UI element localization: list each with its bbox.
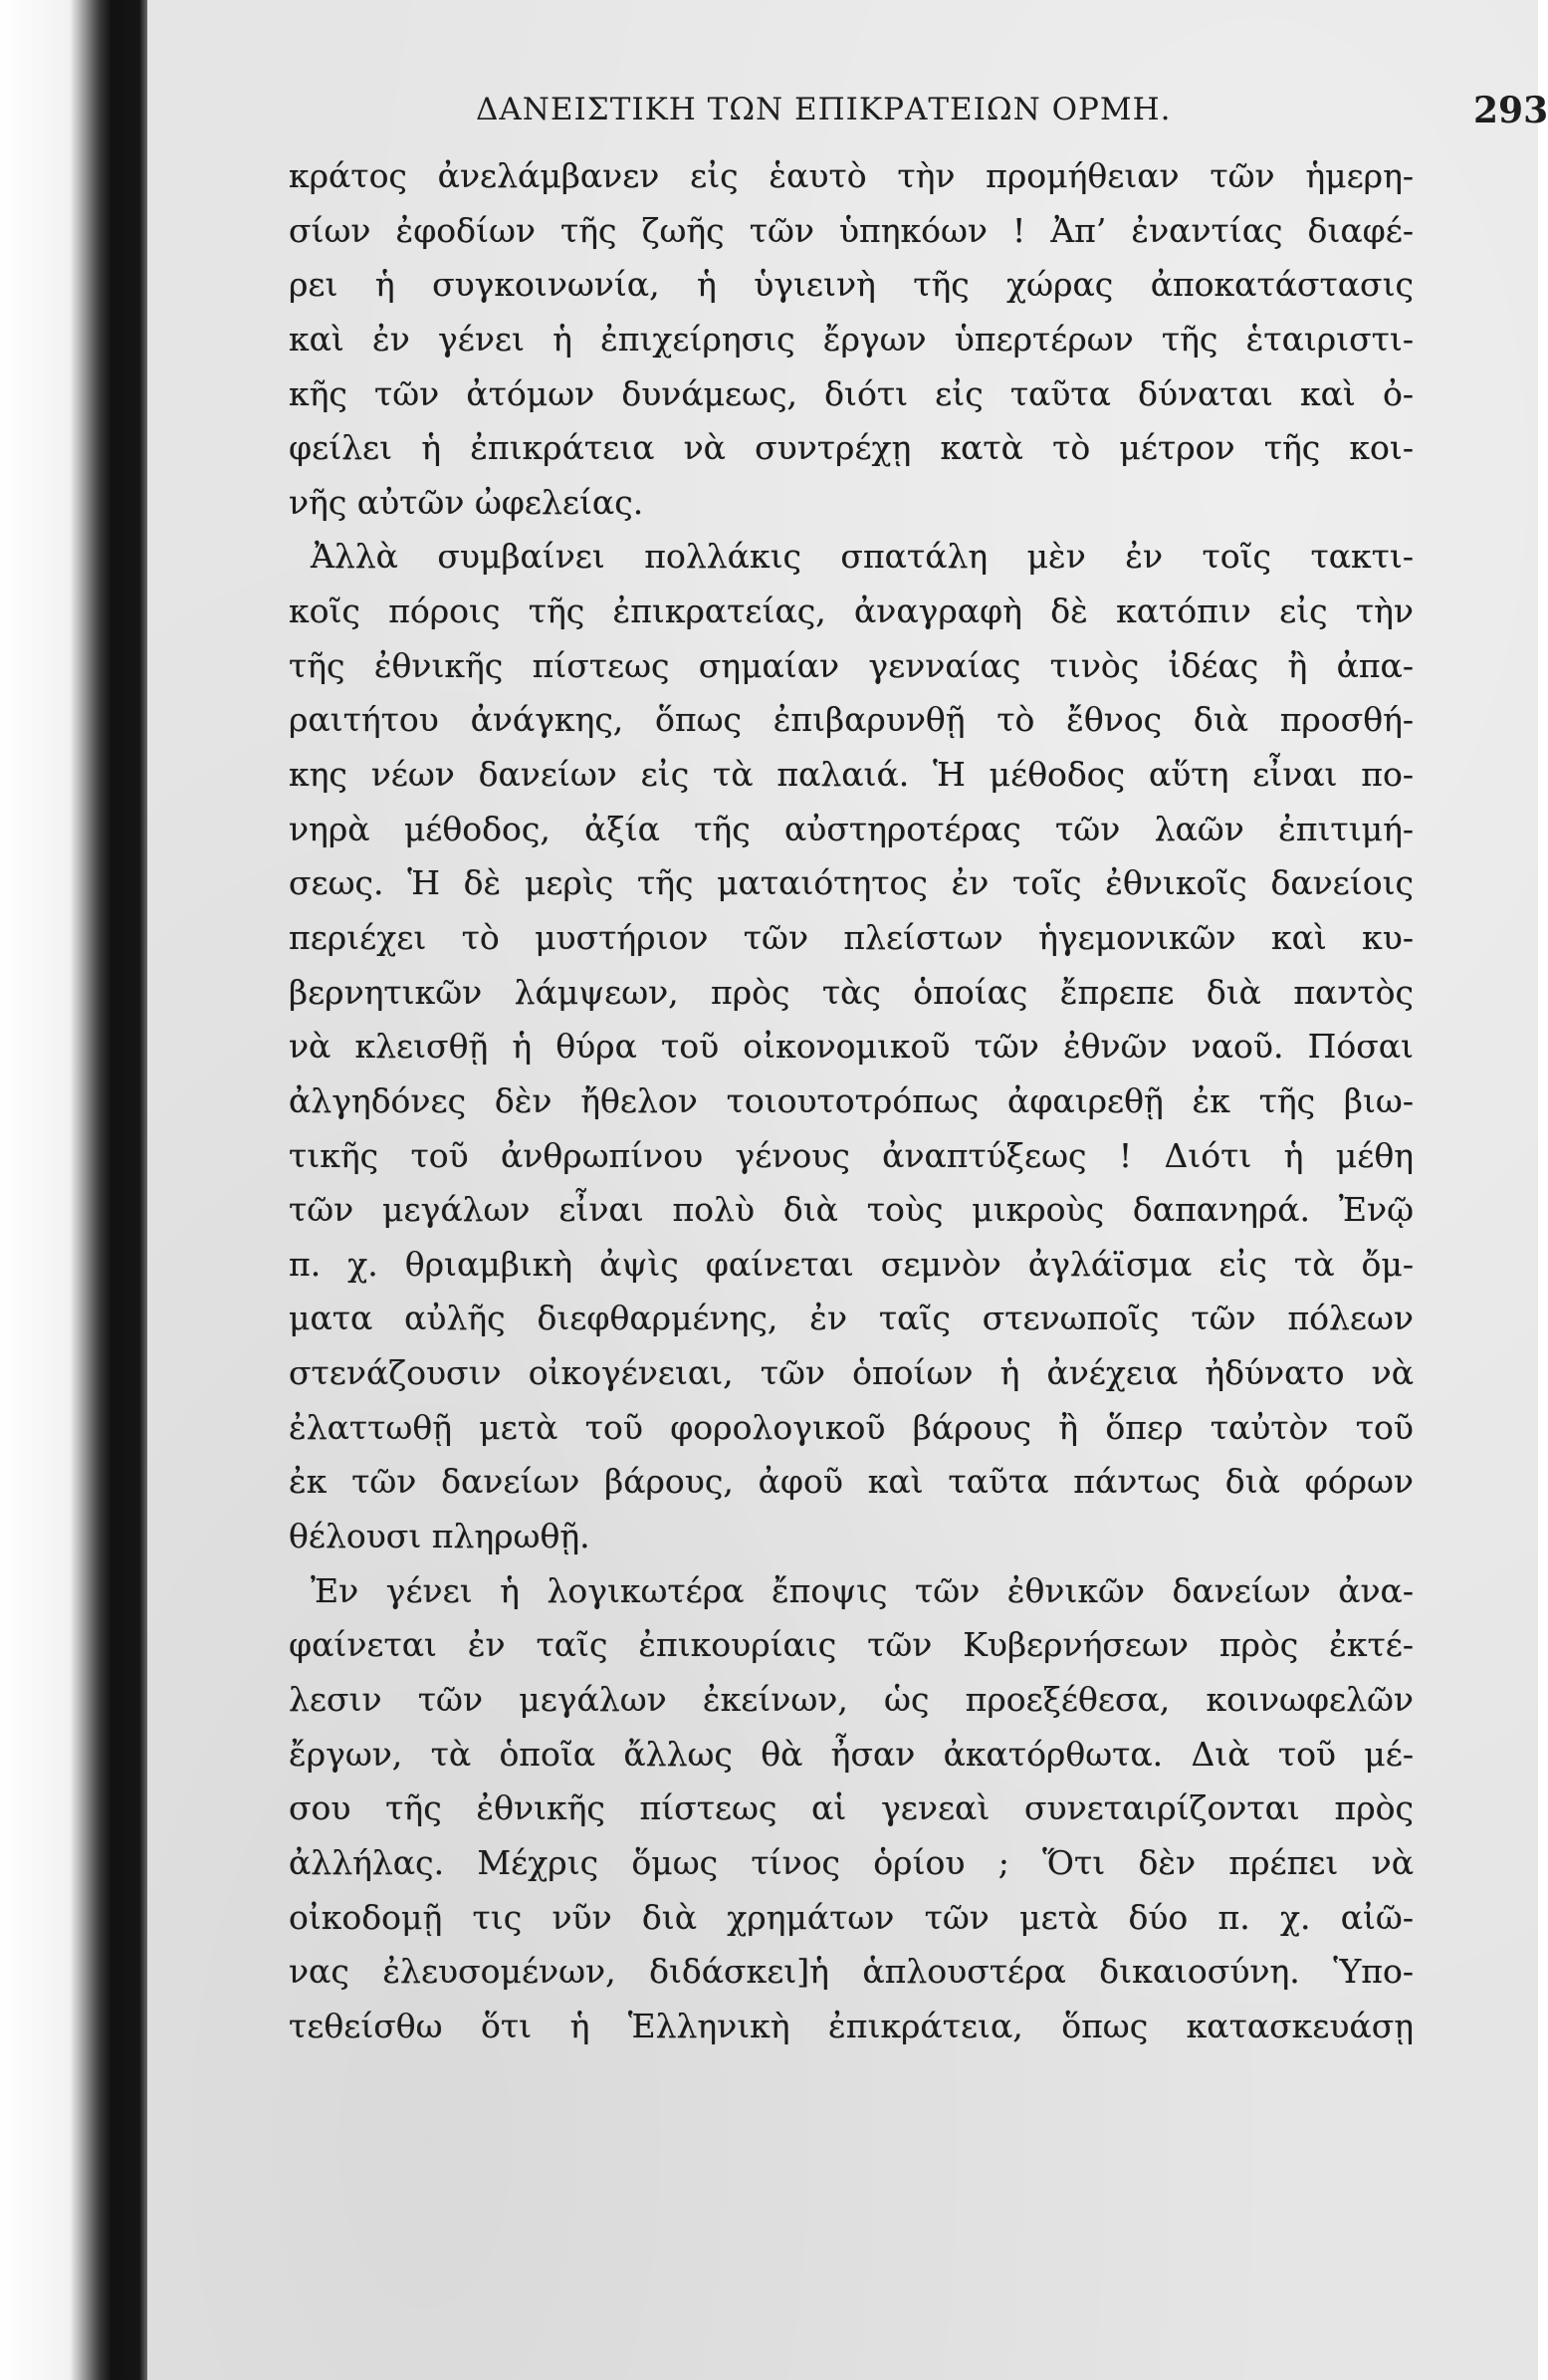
body-text — [289, 149, 1414, 2053]
text-line: ἐκ τῶν δανείων βάρους, ἀφοῦ καὶ ταῦτα πάντως διὰ φόρων — [289, 1462, 1414, 1502]
text-line: νας ἐλευσομένων, διδάσκει]ἡ ἁπλουστέρα δικαιοσύνη. Ὑπο- — [289, 1952, 1414, 1992]
text-line: λεσιν τῶν μεγάλων ἐκείνων, ὡς προεξέθεσα, κοινωφελῶν — [289, 1679, 1414, 1719]
text-line: περιέχει τὸ μυστήριον τῶν πλείστων ἡγεμονικῶν καὶ κυ- — [289, 917, 1414, 957]
running-head: ΔΑΝΕΙΣΤΙΚΗ ΤΩΝ ΕΠΙΚΡΑΤΕΙΩΝ ΟΡΜΗ. — [476, 92, 1172, 127]
text-line: οἰκοδομῇ τις νῦν διὰ χρημάτων τῶν μετὰ δύο π. χ. αἰῶ- — [289, 1897, 1414, 1937]
text-line: ἐλαττωθῇ μετὰ τοῦ φορολογικοῦ βάρους ἢ ὅπερ ταὐτὸν τοῦ — [289, 1407, 1414, 1447]
text-line: τεθείσθω ὅτι ἡ Ἑλληνικὴ ἐπικράτεια, ὅπως κατασκευάσῃ — [289, 2006, 1414, 2045]
text-line: τῶν μεγάλων εἶναι πολὺ διὰ τοὺς μικροὺς δαπανηρά. Ἐνῷ — [289, 1190, 1414, 1230]
text-line: φαίνεται ἐν ταῖς ἐπικουρίαις τῶν Κυβερνήσεων πρὸς ἐκτέ- — [289, 1625, 1414, 1665]
text-line: στενάζουσιν οἰκογένειαι, τῶν ὁποίων ἡ ἀνέχεια ἠδύνατο νὰ — [289, 1353, 1414, 1393]
text-line: σίων ἐφοδίων τῆς ζωῆς τῶν ὑπηκόων ! Ἀπ’ ἐναντίας διαφέ- — [289, 210, 1414, 250]
text-line: ἀλγηδόνες δὲν ἤθελον τοιουτοτρόπως ἀφαιρεθῇ ἐκ τῆς βιω- — [289, 1080, 1414, 1120]
text-line: κῆς τῶν ἀτόμων δυνάμεως, διότι εἰς ταῦτα δύναται καὶ ὀ- — [289, 373, 1414, 413]
scan-binding-edge — [0, 0, 147, 2380]
text-line: καὶ ἐν γένει ἡ ἐπιχείρησις ἔργων ὑπερτέρων τῆς ἑταιριστι- — [289, 319, 1414, 358]
text-line: νὰ κλεισθῇ ἡ θύρα τοῦ οἰκονομικοῦ τῶν ἐθνῶν ναοῦ. Πόσαι — [289, 1027, 1414, 1067]
text-line: ρει ἡ συγκοινωνία, ἡ ὑγιεινὴ τῆς χώρας ἀποκατάστασις — [289, 265, 1414, 305]
text-line: φείλει ἡ ἐπικράτεια νὰ συντρέχῃ κατὰ τὸ μέτρον τῆς κοι- — [289, 428, 1414, 468]
text-line: βερνητικῶν λάμψεων, πρὸς τὰς ὁποίας ἔπρεπε διὰ παντὸς — [289, 972, 1414, 1012]
text-line: κοῖς πόροις τῆς ἐπικρατείας, ἀναγραφὴ δὲ κατόπιν εἰς τὴν — [289, 592, 1414, 631]
text-line: νῆς αὐτῶν ὠφελείας. — [289, 482, 644, 522]
text-line: θέλουσι πληρωθῇ. — [289, 1517, 590, 1556]
text-line: Ἀλλὰ συμβαίνει πολλάκις σπατάλη μὲν ἐν τοῖς τακτι- — [311, 537, 1414, 577]
text-line: σεως. Ἡ δὲ μερὶς τῆς ματαιότητος ἐν τοῖς ἐθνικοῖς δανείοις — [289, 863, 1414, 903]
text-line: τῆς ἐθνικῆς πίστεως σημαίαν γενναίας τινὸς ἰδέας ἢ ἀπα- — [289, 645, 1414, 685]
page-number: 293 — [1473, 90, 1548, 131]
text-line: κράτος ἀνελάμβανεν εἰς ἑαυτὸ τὴν προμήθειαν τῶν ἡμερη- — [289, 156, 1414, 195]
text-line: τικῆς τοῦ ἀνθρωπίνου γένους ἀναπτύξεως ! Διότι ἡ μέθη — [289, 1135, 1414, 1175]
text-line: νηρὰ μέθοδος, ἀξία τῆς αὐστηροτέρας τῶν λαῶν ἐπιτιμή- — [289, 809, 1414, 848]
text-line: κης νέων δανείων εἰς τὰ παλαιά. Ἡ μέθοδος αὕτη εἶναι πο- — [289, 755, 1414, 795]
text-line: σου τῆς ἐθνικῆς πίστεως αἱ γενεαὶ συνεταιρίζονται πρὸς — [289, 1788, 1414, 1828]
text-line: ἀλλήλας. Μέχρις ὅμως τίνος ὁρίου ; Ὅτι δὲν πρέπει νὰ — [289, 1842, 1414, 1882]
text-line: ματα αὐλῆς διεφθαρμένης, ἐν ταῖς στενωποῖς τῶν πόλεων — [289, 1299, 1414, 1338]
text-line: π. χ. θριαμβικὴ ἀψὶς φαίνεται σεμνὸν ἀγλάϊσμα εἰς τὰ ὄμ- — [289, 1244, 1414, 1284]
text-line: ἔργων, τὰ ὁποῖα ἄλλως θὰ ἦσαν ἀκατόρθωτα. Διὰ τοῦ μέ- — [289, 1734, 1414, 1774]
text-line: ραιτήτου ἀνάγκης, ὅπως ἐπιβαρυνθῇ τὸ ἔθνος διὰ προσθή- — [289, 700, 1414, 740]
text-line: Ἐν γένει ἡ λογικωτέρα ἔποψις τῶν ἐθνικῶν δανείων ἀνα- — [311, 1570, 1414, 1610]
